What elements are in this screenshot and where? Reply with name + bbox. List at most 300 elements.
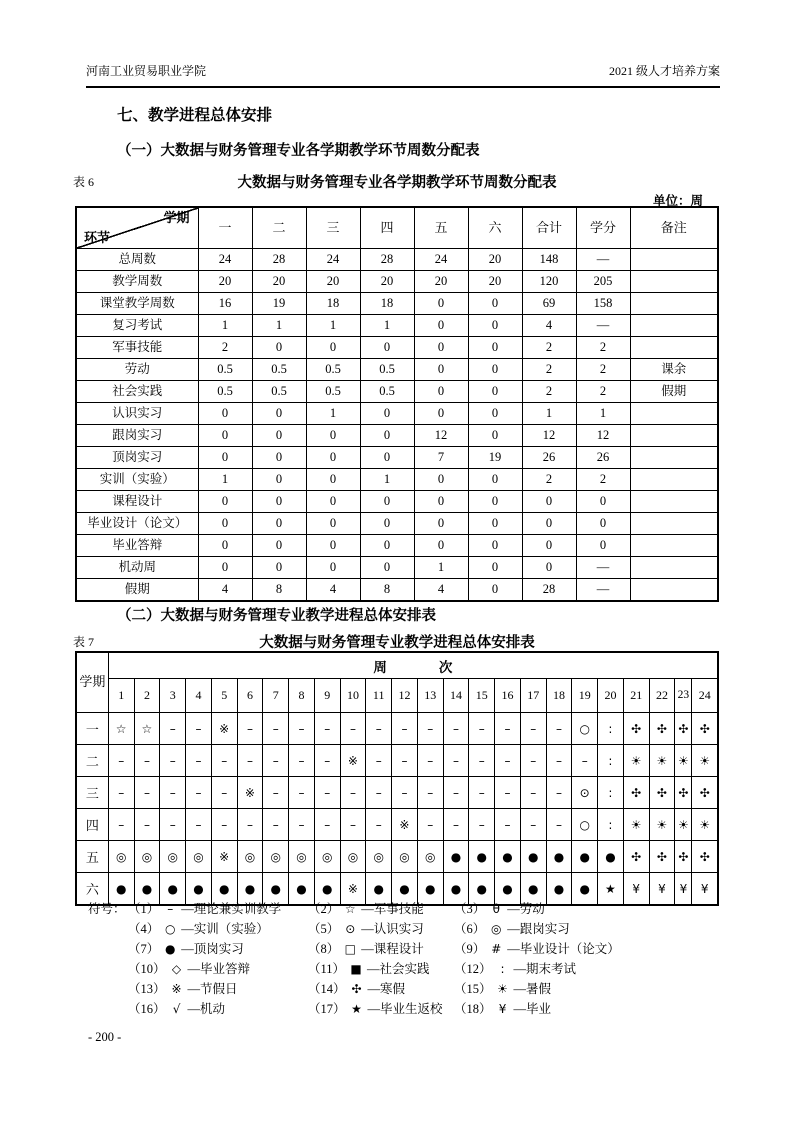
table7-symbol-cell: –	[263, 809, 289, 841]
table6-cell: 20	[252, 271, 306, 293]
legend-item-symbol: □	[344, 942, 356, 956]
table7-symbol-cell: –	[134, 809, 160, 841]
table6-cell: 0	[360, 403, 414, 425]
legend-item	[128, 939, 308, 959]
table7-symbol-cell: ●	[546, 873, 572, 906]
legend-item-symbol: ■	[350, 962, 362, 976]
legend-item-symbol: :	[500, 962, 505, 976]
table7-symbol-cell: ☆	[134, 713, 160, 745]
table6-cell	[630, 293, 718, 315]
table6-cell: 2	[576, 381, 630, 403]
table6-cell	[630, 579, 718, 602]
table7-symbol-cell: ◎	[289, 841, 315, 873]
table6-cell	[630, 513, 718, 535]
table6-row	[76, 513, 718, 535]
legend-item-symbol: ✣	[351, 982, 362, 996]
table6-cell: 0	[414, 359, 468, 381]
weeks-distribution-table	[75, 206, 719, 602]
legend-item-symbol: ☀	[497, 982, 508, 996]
table6-cell: 2	[198, 337, 252, 359]
table7-symbol-cell: –	[469, 713, 495, 745]
table6-cell: 0	[414, 491, 468, 513]
table6-cell: 20	[414, 271, 468, 293]
table6-cell: 0	[252, 513, 306, 535]
table7-symbol-cell: ◎	[314, 841, 340, 873]
table6-cell: 0	[468, 425, 522, 447]
table6-cell: 2	[522, 381, 576, 403]
table6-cell: 0	[198, 491, 252, 513]
table7-symbol-cell: –	[417, 745, 443, 777]
table6-row-label: 机动周	[76, 557, 198, 579]
table6-cell: 20	[468, 271, 522, 293]
table7-week-number: 23	[675, 679, 692, 713]
table7-week-number: 17	[520, 679, 546, 713]
table6-row	[76, 381, 718, 403]
legend-item-label: —军事技能	[361, 902, 424, 916]
table7-week-row	[76, 679, 718, 713]
table7-symbol-cell: ◎	[134, 841, 160, 873]
legend-item-label: —劳动	[507, 902, 545, 916]
legend-prefix	[88, 939, 128, 959]
table6-cell: 24	[414, 249, 468, 271]
table7-week-number: 10	[340, 679, 366, 713]
legend-item-symbol: #	[491, 942, 502, 956]
table7-symbol-cell: ●	[546, 841, 572, 873]
table7-symbol-cell: –	[417, 777, 443, 809]
table7-symbol-cell: –	[546, 809, 572, 841]
table7-symbol-cell: –	[211, 777, 237, 809]
table7-week-number: 6	[237, 679, 263, 713]
table6-cell: 0	[468, 557, 522, 579]
table7-symbol-cell: ●	[520, 873, 546, 906]
table7-symbol-cell: –	[366, 809, 392, 841]
table6-row-label: 假期	[76, 579, 198, 602]
table6-cell: 0	[468, 315, 522, 337]
table6-cell: 0	[468, 403, 522, 425]
table6-cell: 1	[252, 315, 306, 337]
table6-cell: 0	[198, 403, 252, 425]
table7-semester-label: 四	[76, 809, 108, 841]
table6-cell: 0	[198, 447, 252, 469]
legend-row	[88, 979, 620, 999]
table7-symbol-cell: –	[546, 745, 572, 777]
table6-cell: 158	[576, 293, 630, 315]
table6-cell: 28	[522, 579, 576, 602]
table6-cell: 26	[522, 447, 576, 469]
table7-symbol-cell: ※	[392, 809, 418, 841]
table6-cell: 0	[468, 359, 522, 381]
table7-symbol-cell: –	[108, 745, 134, 777]
table6-cell	[630, 403, 718, 425]
table7-symbol-cell: ¥	[623, 873, 649, 906]
table6-cell: 0	[468, 381, 522, 403]
table6-cell: 0	[252, 403, 306, 425]
table7-symbol-cell: ✣	[675, 841, 692, 873]
table6-column-header: 三	[306, 207, 360, 249]
table7-semester-row	[76, 777, 718, 809]
table7-symbol-cell: –	[289, 745, 315, 777]
table7-week-number: 9	[314, 679, 340, 713]
legend-item-number: （13）	[128, 982, 166, 996]
table6-cell: 0	[360, 491, 414, 513]
table6-cell: 18	[360, 293, 414, 315]
table7-symbol-cell: –	[443, 713, 469, 745]
legend-item-symbol: ⊙	[345, 922, 356, 936]
table6-tag: 表 6	[73, 175, 95, 189]
table7-symbol-cell: –	[186, 809, 212, 841]
table7-week-number: 7	[263, 679, 289, 713]
legend-item-symbol: θ	[492, 902, 500, 916]
table7-symbol-cell: ☀	[675, 745, 692, 777]
table6-cell: 2	[522, 359, 576, 381]
legend-item	[308, 959, 454, 979]
table6-cell: 课余	[630, 359, 718, 381]
table7-symbol-cell: ★	[598, 873, 624, 906]
table7-symbol-cell: ○	[572, 713, 598, 745]
table6-cell: 2	[576, 359, 630, 381]
legend-item-symbol: ●	[165, 942, 176, 956]
table7-symbol-cell: –	[134, 777, 160, 809]
table6-cell	[630, 249, 718, 271]
table6-cell: 205	[576, 271, 630, 293]
table6-cell: 20	[468, 249, 522, 271]
table6-cell	[630, 491, 718, 513]
legend-item-number: （6）	[454, 922, 486, 936]
table7-symbol-cell: ✣	[675, 777, 692, 809]
table7-symbol-cell: ◎	[417, 841, 443, 873]
table7-symbol-cell: ✣	[649, 713, 675, 745]
table6-cell: 0	[252, 447, 306, 469]
table6-row	[76, 535, 718, 557]
table7-symbol-cell: ●	[314, 873, 340, 906]
table6-row-label: 课程设计	[76, 491, 198, 513]
table7-symbol-cell: ☀	[675, 809, 692, 841]
table6-title: 大数据与财务管理专业各学期教学环节周数分配表	[237, 175, 557, 191]
table7-symbol-cell: ¥	[692, 873, 718, 906]
table7-symbol-cell: –	[392, 777, 418, 809]
table7-week-number: 1	[108, 679, 134, 713]
table7-symbol-cell: ☀	[623, 809, 649, 841]
table7-week-number: 15	[469, 679, 495, 713]
table7-semester-label: 一	[76, 713, 108, 745]
legend-item-label: —期末考试	[513, 962, 577, 976]
table6-column-header: 一	[198, 207, 252, 249]
table7-semester-label: 二	[76, 745, 108, 777]
table7-symbol-cell: –	[520, 713, 546, 745]
table7-symbol-cell: ☀	[692, 745, 718, 777]
table6-cell: 1	[306, 403, 360, 425]
table7-title: 大数据与财务管理专业教学进程总体安排表	[259, 635, 535, 651]
legend-item-number: （5）	[308, 922, 340, 936]
table6-cell: 4	[414, 579, 468, 602]
table6-cell: 0	[576, 535, 630, 557]
legend-row	[88, 919, 620, 939]
table6-row	[76, 337, 718, 359]
table7-symbol-cell: :	[598, 809, 624, 841]
table7-symbol-cell: –	[160, 713, 186, 745]
table7-symbol-cell: –	[263, 713, 289, 745]
table7-symbol-cell: –	[495, 809, 521, 841]
table6-cell: 28	[360, 249, 414, 271]
legend-item	[128, 919, 308, 939]
table6-cell: 26	[576, 447, 630, 469]
table7-semester-label: 五	[76, 841, 108, 873]
table6-cell: 0.5	[360, 359, 414, 381]
table6-cell: 4	[522, 315, 576, 337]
table6-cell: 0	[468, 491, 522, 513]
table7-symbol-cell: –	[443, 745, 469, 777]
legend-item	[308, 939, 454, 959]
table6-row	[76, 447, 718, 469]
table6-row	[76, 315, 718, 337]
table7-symbol-cell: –	[314, 777, 340, 809]
table7-symbol-cell: –	[314, 745, 340, 777]
table7-symbol-cell: ●	[108, 873, 134, 906]
table6-cell: 0	[522, 535, 576, 557]
table6-cell: 1	[576, 403, 630, 425]
table6-cell: 0	[198, 425, 252, 447]
legend-item-label: —毕业生返校	[367, 1002, 443, 1016]
legend-item-number: （3）	[454, 902, 486, 916]
table6-body	[76, 249, 718, 602]
table6-cell: 1	[522, 403, 576, 425]
table6-cell: 0.5	[360, 381, 414, 403]
table7-symbol-cell: ●	[598, 841, 624, 873]
table7-symbol-cell: ※	[211, 713, 237, 745]
table6-corner-stage-label: 环节	[84, 229, 111, 245]
table7-symbol-cell: –	[443, 809, 469, 841]
table7-symbol-cell: ●	[495, 841, 521, 873]
table7-symbol-cell: ✣	[692, 777, 718, 809]
legend-item-label: —暑假	[513, 982, 552, 996]
table6-cell	[630, 447, 718, 469]
table7-symbol-cell: ●	[469, 841, 495, 873]
table6-cell: 4	[306, 579, 360, 602]
legend-prefix	[88, 999, 128, 1019]
table7-symbol-cell: –	[546, 713, 572, 745]
table6-header-row	[76, 207, 718, 249]
table6-cell: 8	[360, 579, 414, 602]
legend-item-label: —理论兼实训教学	[181, 902, 282, 916]
table6-row	[76, 359, 718, 381]
table6-cell: 0	[252, 557, 306, 579]
table6-cell	[630, 337, 718, 359]
table6-cell: 0	[360, 557, 414, 579]
table7-week-number: 24	[692, 679, 718, 713]
legend-item	[454, 899, 620, 919]
legend-item	[454, 939, 620, 959]
table6-cell: 1	[360, 315, 414, 337]
table7-semester-row	[76, 841, 718, 873]
table7-symbol-cell: –	[366, 745, 392, 777]
table7-symbol-cell: –	[417, 713, 443, 745]
table6-cell: 2	[576, 337, 630, 359]
table7-symbol-cell: –	[108, 809, 134, 841]
table6-cell: 0.5	[252, 359, 306, 381]
table6-cell: 1	[414, 557, 468, 579]
table6-cell: 0	[468, 513, 522, 535]
table6-row-label: 军事技能	[76, 337, 198, 359]
legend-item	[128, 979, 308, 999]
table6-row-label: 复习考试	[76, 315, 198, 337]
table7-week-number: 8	[289, 679, 315, 713]
table7-symbol-cell: ●	[211, 873, 237, 906]
table7-week-number: 16	[495, 679, 521, 713]
table7-symbol-cell: –	[443, 777, 469, 809]
table6-cell: 0	[306, 425, 360, 447]
table7-corner-cell: 学期	[76, 652, 108, 713]
table7-symbol-cell: ●	[443, 873, 469, 906]
legend-item-number: （9）	[454, 942, 486, 956]
legend-item	[454, 959, 620, 979]
table7-symbol-cell: ※	[340, 745, 366, 777]
table6-cell: 20	[306, 271, 360, 293]
table7-symbol-cell: –	[520, 745, 546, 777]
table6-column-header: 四	[360, 207, 414, 249]
table6-row	[76, 403, 718, 425]
table7-symbol-cell: ◎	[340, 841, 366, 873]
table7-symbol-cell: ⊙	[572, 777, 598, 809]
table7-symbol-cell: –	[495, 777, 521, 809]
table7-symbol-cell: –	[392, 713, 418, 745]
table6-cell: 0	[522, 491, 576, 513]
table7-symbol-cell: ●	[237, 873, 263, 906]
legend-item-label: —毕业答辩	[187, 962, 251, 976]
legend-item-label: —机动	[187, 1002, 226, 1016]
table6-cell: 0	[414, 315, 468, 337]
table7-symbol-cell: :	[598, 745, 624, 777]
table7-symbol-cell: –	[263, 777, 289, 809]
table6-column-header: 学分	[576, 207, 630, 249]
table6-row-label: 实训（实验）	[76, 469, 198, 491]
table7-week-number: 21	[623, 679, 649, 713]
table6-caption-row	[75, 171, 719, 192]
table6-cell: 24	[306, 249, 360, 271]
table6-row	[76, 469, 718, 491]
table6-cell: 1	[198, 469, 252, 491]
table7-body	[76, 713, 718, 906]
table7-symbol-cell: –	[520, 809, 546, 841]
table6-cell: 0	[360, 425, 414, 447]
table7-symbol-cell: –	[289, 809, 315, 841]
table6-cell: 0	[306, 337, 360, 359]
legend-item-number: （14）	[308, 982, 346, 996]
table6-cell: 2	[576, 469, 630, 491]
table7-symbol-cell: ☀	[649, 745, 675, 777]
table6-cell: 0	[306, 535, 360, 557]
table6-cell: 0	[414, 337, 468, 359]
table7-semester-row	[76, 745, 718, 777]
legend-item	[308, 979, 454, 999]
table7-symbol-cell: –	[366, 713, 392, 745]
table7-week-number: 12	[392, 679, 418, 713]
table6-cell: 20	[198, 271, 252, 293]
table6-cell: —	[576, 315, 630, 337]
table6-cell: 0	[198, 513, 252, 535]
table7-week-number: 5	[211, 679, 237, 713]
table7-symbol-cell: –	[237, 809, 263, 841]
table6-cell: 120	[522, 271, 576, 293]
table7-week-number: 14	[443, 679, 469, 713]
table7-symbol-cell: –	[520, 777, 546, 809]
table7-symbol-cell: –	[546, 777, 572, 809]
legend-row	[88, 899, 620, 919]
table6-cell: 7	[414, 447, 468, 469]
table6-cell: 0	[306, 491, 360, 513]
table6-cell: 2	[522, 469, 576, 491]
legend-prefix	[88, 919, 128, 939]
table7-symbol-cell: –	[186, 777, 212, 809]
table6-cell: —	[576, 579, 630, 602]
table7-semester-label: 三	[76, 777, 108, 809]
table7-symbol-cell: –	[108, 777, 134, 809]
table6-corner-semester-label: 学期	[163, 210, 190, 225]
table7-symbol-cell: ●	[186, 873, 212, 906]
table6-row-label: 社会实践	[76, 381, 198, 403]
table6-column-header: 六	[468, 207, 522, 249]
table7-week-number: 11	[366, 679, 392, 713]
table7-symbol-cell: –	[469, 777, 495, 809]
table7-tag: 表 7	[73, 635, 95, 649]
table6-cell	[630, 557, 718, 579]
table6-row	[76, 249, 718, 271]
table7-symbol-cell: –	[340, 713, 366, 745]
legend-row	[88, 999, 620, 1019]
table7-symbol-cell: ※	[340, 873, 366, 906]
table7-week-number: 3	[160, 679, 186, 713]
table6-cell: 0	[306, 469, 360, 491]
table7-symbol-cell: ✣	[692, 713, 718, 745]
table6-cell: 0	[414, 469, 468, 491]
table7-symbol-cell: ※	[237, 777, 263, 809]
table6-cell: 0	[198, 535, 252, 557]
table7-symbol-cell: ◎	[160, 841, 186, 873]
table6-cell: 0	[414, 403, 468, 425]
table6-cell: 0	[360, 535, 414, 557]
table6-column-header: 合计	[522, 207, 576, 249]
legend-item	[308, 899, 454, 919]
table7-symbol-cell: ✣	[649, 777, 675, 809]
table6-cell: 148	[522, 249, 576, 271]
table6-cell: 0	[468, 469, 522, 491]
table6-row-label: 顶岗实习	[76, 447, 198, 469]
legend-item-label: —认识实习	[361, 922, 424, 936]
subsection-2-title: （二）大数据与财务管理专业教学进程总体安排表	[117, 608, 436, 624]
table6-cell: 0	[198, 557, 252, 579]
header-school-name: 河南工业贸易职业学院	[86, 64, 207, 78]
table6-cell: 0	[522, 557, 576, 579]
table6-row-label: 劳动	[76, 359, 198, 381]
table6-cell: 12	[414, 425, 468, 447]
table7-symbol-cell: –	[572, 745, 598, 777]
table7-symbol-cell: ✣	[692, 841, 718, 873]
legend-item	[308, 999, 454, 1019]
table7-symbol-cell: –	[289, 777, 315, 809]
legend-item	[128, 959, 308, 979]
table7-symbol-cell: –	[495, 745, 521, 777]
table6-cell: 0	[360, 447, 414, 469]
legend-item-number: （4）	[128, 922, 160, 936]
table7-semester-row	[76, 809, 718, 841]
table7-symbol-cell: –	[237, 713, 263, 745]
legend-item-label: —毕业	[513, 1002, 552, 1016]
legend-item-symbol: ◎	[491, 922, 502, 936]
table6-cell: 0	[306, 557, 360, 579]
legend	[88, 899, 620, 1019]
legend-item-number: （1）	[128, 902, 160, 916]
table6-row	[76, 271, 718, 293]
schedule-overview-table	[75, 651, 719, 906]
